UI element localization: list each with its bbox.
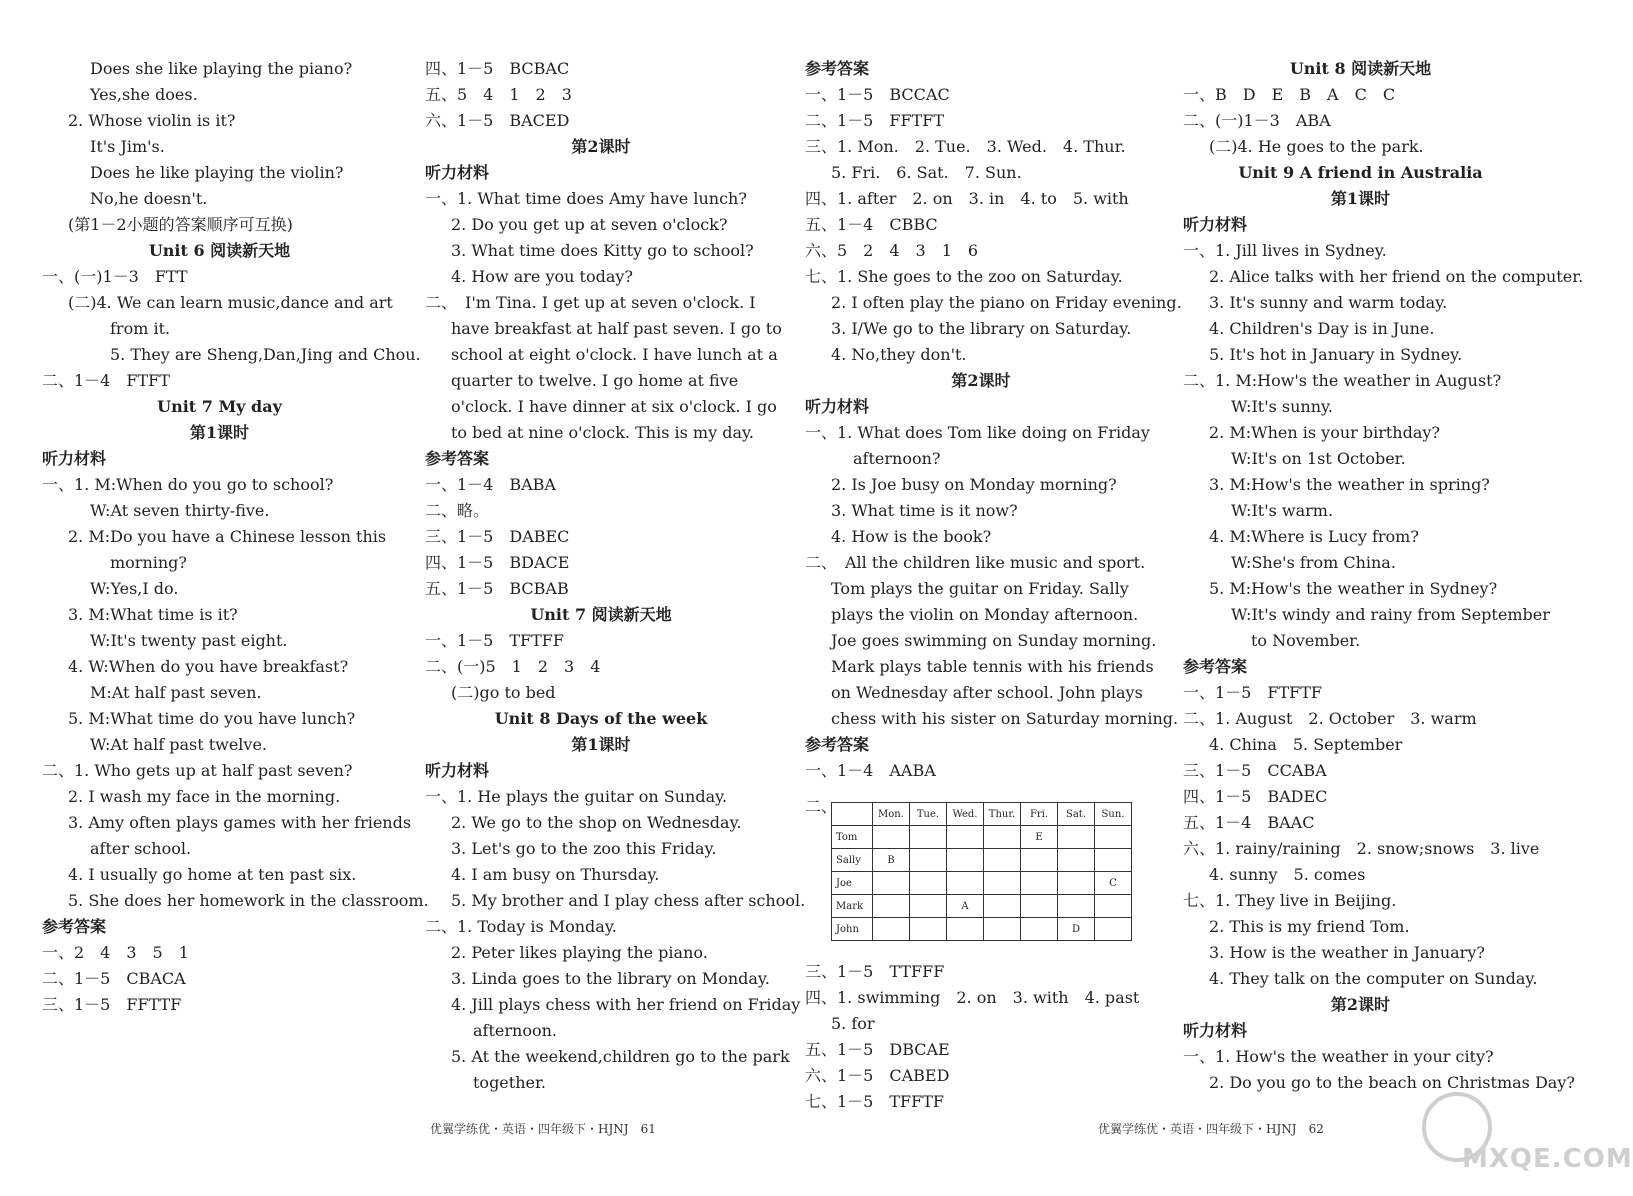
text-line: 2. We go to the shop on Wednesday.	[451, 813, 742, 832]
text-line: 二、1－5 FFTFT	[805, 111, 945, 130]
text-line: 2. Do you get up at seven o'clock?	[451, 215, 728, 234]
section-label: 参考答案	[1183, 657, 1248, 676]
section-label: 参考答案	[425, 449, 490, 468]
text-line: Does she like playing the piano?	[90, 59, 353, 78]
text-line: 一、1－5 FTFTF	[1183, 683, 1323, 702]
table-cell	[910, 826, 947, 849]
text-line: 二、(一)5 1 2 3 4	[425, 657, 601, 676]
text-line: 二、 I'm Tina. I get up at seven o'clock. I	[425, 293, 756, 312]
text-line: W:It's warm.	[1231, 501, 1334, 520]
text-line: 2. I wash my face in the morning.	[68, 787, 341, 806]
text-line: 一、1－5 TFTFF	[425, 631, 565, 650]
lesson-heading: 第1课时	[571, 735, 631, 754]
table-cell: Joe	[832, 872, 873, 895]
lesson-heading: 第2课时	[571, 137, 631, 156]
text-line: afternoon.	[473, 1021, 557, 1040]
watermark-text: MXQE.COM	[1462, 1144, 1633, 1174]
text-line: 2. M:When is your birthday?	[1209, 423, 1440, 442]
lesson-heading: 第1课时	[1330, 189, 1391, 208]
table-header: Tue.	[910, 803, 947, 826]
table-cell	[984, 895, 1021, 918]
text-line: 5. for	[831, 1014, 875, 1033]
text-line: 一、B D E B A C C	[1183, 85, 1396, 104]
table-cell	[1058, 895, 1095, 918]
table-header: Sat.	[1058, 803, 1095, 826]
text-line: M:At half past seven.	[90, 683, 262, 702]
table-cell	[910, 872, 947, 895]
text-line: 4. M:Where is Lucy from?	[1209, 527, 1419, 546]
column-3	[805, 56, 1182, 1115]
section-label: 参考答案	[805, 59, 870, 78]
text-line: Yes,she does.	[90, 85, 198, 104]
text-line: 3. Amy often plays games with her friends	[68, 813, 412, 832]
text-line: W:Yes,I do.	[90, 579, 179, 598]
text-line: 2. Alice talks with her friend on the computer.	[1209, 267, 1584, 286]
text-line: together.	[473, 1073, 546, 1092]
text-line: 五、1－4 CBBC	[805, 215, 938, 234]
text-line: 一、1. How's the weather in your city?	[1183, 1047, 1494, 1066]
section-heading: Unit 8 阅读新天地	[1289, 59, 1432, 78]
text-line: afternoon?	[853, 449, 941, 468]
text-line: 一、1－5 BCCAC	[805, 85, 950, 104]
table-cell: E	[1021, 826, 1058, 849]
table-cell: B	[873, 849, 910, 872]
text-line: 二、	[805, 797, 838, 816]
table-header: Thur.	[984, 803, 1021, 826]
text-line: 五、1－5 DBCAE	[805, 1040, 950, 1059]
unit-title: Unit 9 A friend in Australia	[1238, 163, 1483, 182]
table-cell	[1058, 849, 1095, 872]
table-header	[832, 803, 873, 826]
text-line: 一、(一)1－3 FTT	[42, 267, 188, 286]
page-footer-right: 优翼学练优・英语・四年级下・HJNJ 62	[1098, 1122, 1324, 1136]
text-line: 二、1. M:How's the weather in August?	[1183, 371, 1502, 390]
text-line: 二、1. Today is Monday.	[425, 917, 617, 936]
table-cell	[1095, 918, 1132, 941]
text-line: (二)4. He goes to the park.	[1209, 137, 1424, 156]
text-line: 一、2 4 3 5 1	[42, 943, 189, 962]
text-line: (第1－2小题的答案顺序可互换)	[68, 215, 293, 234]
text-line: 四、1－5 BADEC	[1183, 787, 1328, 806]
table-cell	[1095, 826, 1132, 849]
text-line: 5. Fri. 6. Sat. 7. Sun.	[831, 163, 1022, 182]
text-line: 六、5 2 4 3 1 6	[805, 241, 979, 260]
text-line: 4. Children's Day is in June.	[1209, 319, 1435, 338]
text-line: 3. What time does Kitty go to school?	[451, 241, 754, 260]
text-line: 3. How is the weather in January?	[1209, 943, 1485, 962]
table-cell	[1058, 826, 1095, 849]
text-line: Tom plays the guitar on Friday. Sally	[831, 579, 1129, 598]
text-line: 五、5 4 1 2 3	[425, 85, 572, 104]
text-line: Mark plays table tennis with his friends	[831, 657, 1154, 676]
timetable-block	[805, 784, 1157, 959]
unit-title: Unit 7 My day	[157, 397, 282, 416]
text-line: 2. This is my friend Tom.	[1209, 917, 1410, 936]
text-line: 2. Do you go to the beach on Christmas Day?	[1209, 1073, 1575, 1092]
table-cell	[1095, 849, 1132, 872]
text-line: 3. I/We go to the library on Saturday.	[831, 319, 1132, 338]
section-heading: Unit 6 阅读新天地	[148, 241, 291, 260]
table-header-row	[832, 803, 1132, 826]
text-line: 3. M:How's the weather in spring?	[1209, 475, 1490, 494]
text-line: 4. They talk on the computer on Sunday.	[1209, 969, 1538, 988]
text-line: 4. China 5. September	[1209, 735, 1403, 754]
text-line: Does he like playing the violin?	[90, 163, 344, 182]
text-line: 2. I often play the piano on Friday evening.	[831, 293, 1182, 312]
text-line: 5. My brother and I play chess after school.	[451, 891, 806, 910]
table-cell	[873, 895, 910, 918]
table-cell: Tom	[832, 826, 873, 849]
table-row	[832, 895, 1132, 918]
table-row	[832, 826, 1132, 849]
text-line: W:It's windy and rainy from September	[1231, 605, 1550, 624]
text-line: W:It's sunny.	[1231, 397, 1334, 416]
text-line: 一、1. Jill lives in Sydney.	[1183, 241, 1387, 260]
text-line: 3. What time is it now?	[831, 501, 1018, 520]
table-cell	[984, 849, 1021, 872]
text-line: 二、 All the children like music and sport.	[805, 553, 1146, 572]
table-cell	[1021, 849, 1058, 872]
text-line: 一、1. What does Tom like doing on Friday	[805, 423, 1150, 442]
section-heading: Unit 7 阅读新天地	[530, 605, 672, 624]
text-line: from it.	[110, 319, 171, 338]
table-cell: Sally	[832, 849, 873, 872]
text-line: Joe goes swimming on Sunday morning.	[831, 631, 1157, 650]
text-line: 2. Is Joe busy on Monday morning?	[831, 475, 1117, 494]
text-line: 五、1－4 BAAC	[1183, 813, 1315, 832]
section-label: 听力材料	[805, 397, 870, 416]
text-line: 2. M:Do you have a Chinese lesson this	[68, 527, 387, 546]
text-line: 四、1－5 BCBAC	[425, 59, 570, 78]
text-line: 4. Jill plays chess with her friend on Friday	[451, 995, 801, 1014]
text-line: 二、1－5 CBACA	[42, 969, 186, 988]
table-header: Fri.	[1021, 803, 1058, 826]
table-cell: Mark	[832, 895, 873, 918]
text-line: 三、1－5 CCABA	[1183, 761, 1327, 780]
column-1	[42, 56, 429, 1018]
text-line: 三、1. Mon. 2. Tue. 3. Wed. 4. Thur.	[805, 137, 1126, 156]
text-line: It's Jim's.	[90, 137, 165, 156]
text-line: 5. She does her homework in the classroom.	[68, 891, 429, 910]
timetable	[831, 802, 1132, 941]
table-header: Wed.	[947, 803, 984, 826]
text-line: 4. How are you today?	[451, 267, 633, 286]
table-cell	[984, 872, 1021, 895]
text-line: 七、1－5 TFFTF	[805, 1092, 945, 1111]
text-line: 四、1－5 BDACE	[425, 553, 570, 572]
section-label: 参考答案	[42, 917, 107, 936]
text-line: No,he doesn't.	[90, 189, 208, 208]
text-line: 5. They are Sheng,Dan,Jing and Chou.	[110, 345, 421, 364]
table-header: Sun.	[1095, 803, 1132, 826]
table-cell: C	[1095, 872, 1132, 895]
watermark	[1422, 1092, 1633, 1182]
text-line: 六、1. rainy/raining 2. snow;snows 3. live	[1183, 839, 1540, 858]
text-line: 五、1－5 BCBAB	[425, 579, 569, 598]
text-line: 二、1. Who gets up at half past seven?	[42, 761, 353, 780]
text-line: 4. No,they don't.	[831, 345, 967, 364]
section-label: 听力材料	[425, 163, 490, 182]
table-cell	[910, 918, 947, 941]
text-line: 4. I usually go home at ten past six.	[68, 865, 357, 884]
text-line: 4. sunny 5. comes	[1209, 865, 1366, 884]
table-cell: A	[947, 895, 984, 918]
text-line: 4. I am busy on Thursday.	[451, 865, 660, 884]
text-line: 2. Peter likes playing the piano.	[451, 943, 708, 962]
lesson-heading: 第2课时	[951, 371, 1011, 390]
unit-title: Unit 8 Days of the week	[494, 709, 708, 728]
table-cell	[873, 826, 910, 849]
table-cell	[947, 872, 984, 895]
text-line: school at eight o'clock. I have lunch at a	[451, 345, 778, 364]
text-line: chess with his sister on Saturday morning.	[831, 709, 1179, 728]
section-label: 听力材料	[1183, 215, 1248, 234]
text-line: 4. W:When do you have breakfast?	[68, 657, 349, 676]
text-line: 2. Whose violin is it?	[68, 111, 236, 130]
text-line: 3. M:What time is it?	[68, 605, 238, 624]
text-line: 二、略。	[425, 501, 490, 520]
table-cell: John	[832, 918, 873, 941]
text-line: have breakfast at half past seven. I go to	[451, 319, 782, 338]
text-line: 三、1－5 TTFFF	[805, 962, 945, 981]
text-line: 二、(一)1－3 ABA	[1183, 111, 1331, 130]
text-line: 3. It's sunny and warm today.	[1209, 293, 1448, 312]
table-cell	[984, 826, 1021, 849]
column-4	[1183, 56, 1584, 1096]
text-line: 5. M:How's the weather in Sydney?	[1209, 579, 1498, 598]
table-cell	[984, 918, 1021, 941]
text-line: morning?	[110, 553, 187, 572]
text-line: 5. M:What time do you have lunch?	[68, 709, 356, 728]
text-line: 5. It's hot in January in Sydney.	[1209, 345, 1463, 364]
text-line: plays the violin on Monday afternoon.	[831, 605, 1139, 624]
text-line: W:At seven thirty-five.	[90, 501, 270, 520]
text-line: 3. Let's go to the zoo this Friday.	[451, 839, 717, 858]
text-line: 二、1－4 FTFT	[42, 371, 170, 390]
lesson-heading: 第1课时	[189, 423, 250, 442]
table-cell	[873, 918, 910, 941]
text-line: 一、1. He plays the guitar on Sunday.	[425, 787, 728, 806]
section-label: 参考答案	[805, 735, 870, 754]
text-line: 三、1－5 FFTTF	[42, 995, 182, 1014]
text-line: 四、1. after 2. on 3. in 4. to 5. with	[805, 189, 1129, 208]
table-row	[832, 849, 1132, 872]
text-line: 六、1－5 BACED	[425, 111, 570, 130]
table-cell	[1021, 872, 1058, 895]
column-2	[425, 56, 806, 1096]
text-line: (二)go to bed	[451, 683, 556, 702]
section-label: 听力材料	[1183, 1021, 1248, 1040]
table-cell	[873, 872, 910, 895]
table-cell	[1058, 872, 1095, 895]
section-label: 听力材料	[425, 761, 490, 780]
table-cell	[910, 849, 947, 872]
text-line: W:At half past twelve.	[90, 735, 268, 754]
text-line: to bed at nine o'clock. This is my day.	[451, 423, 754, 442]
table-header: Mon.	[873, 803, 910, 826]
table-cell	[1021, 918, 1058, 941]
text-line: 一、1－4 AABA	[805, 761, 936, 780]
text-line: 一、1. M:When do you go to school?	[42, 475, 334, 494]
text-line: 一、1－4 BABA	[425, 475, 556, 494]
text-line: 5. At the weekend,children go to the park	[451, 1047, 790, 1066]
text-line: 三、1－5 DABEC	[425, 527, 570, 546]
text-line: o'clock. I have dinner at six o'clock. I go	[451, 397, 777, 416]
table-cell	[1021, 895, 1058, 918]
table-cell	[947, 826, 984, 849]
text-line: W:It's twenty past eight.	[90, 631, 288, 650]
text-line: (二)4. We can learn music,dance and art	[68, 293, 393, 312]
table-row	[832, 918, 1132, 941]
text-line: 七、1. They live in Beijing.	[1183, 891, 1397, 910]
text-line: quarter to twelve. I go home at five	[451, 371, 739, 390]
text-line: W:It's on 1st October.	[1231, 449, 1406, 468]
text-line: 3. Linda goes to the library on Monday.	[451, 969, 770, 988]
table-cell	[1095, 895, 1132, 918]
text-line: to November.	[1251, 631, 1361, 650]
text-line: 二、1. August 2. October 3. warm	[1183, 709, 1477, 728]
text-line: 六、1－5 CABED	[805, 1066, 950, 1085]
text-line: 七、1. She goes to the zoo on Saturday.	[805, 267, 1123, 286]
table-cell	[947, 849, 984, 872]
page-footer-left: 优翼学练优・英语・四年级下・HJNJ 61	[430, 1122, 656, 1136]
table-cell: D	[1058, 918, 1095, 941]
text-line: 一、1. What time does Amy have lunch?	[425, 189, 747, 208]
lesson-heading: 第2课时	[1330, 995, 1391, 1014]
text-line: 四、1. swimming 2. on 3. with 4. past	[805, 988, 1140, 1007]
text-line: W:She's from China.	[1231, 553, 1396, 572]
table-row	[832, 872, 1132, 895]
text-line: 4. How is the book?	[831, 527, 992, 546]
text-line: after school.	[90, 839, 192, 858]
text-line: on Wednesday after school. John plays	[831, 683, 1143, 702]
section-label: 听力材料	[42, 449, 107, 468]
table-cell	[910, 895, 947, 918]
table-cell	[947, 918, 984, 941]
